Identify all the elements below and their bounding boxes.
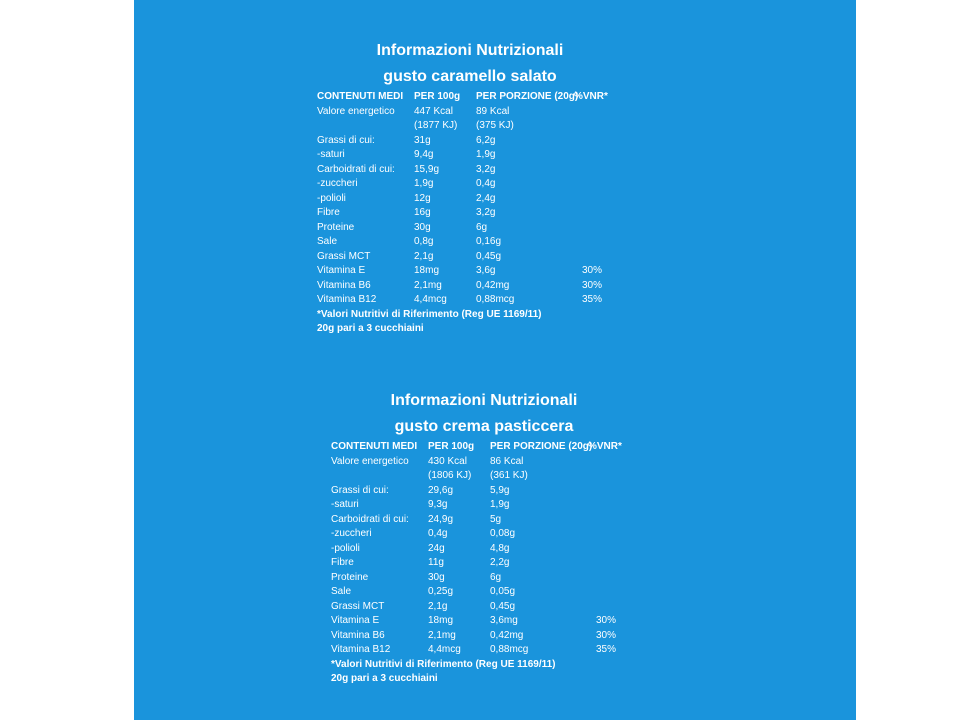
table-row [317,148,635,163]
table-cell: -zuccheri [331,528,372,539]
column-header: %VNR* [574,91,608,102]
table-cell: 0,88mcg [476,294,515,305]
vnr-value: 30% [595,629,616,641]
table-row [331,527,649,542]
table-cell-vnr [574,192,614,207]
table-row [331,571,649,586]
column-header: CONTENUTI MEDI [331,441,418,452]
table-cell: 3,6mg [490,615,518,626]
table-cell: 6g [476,221,488,233]
table-cell: Vitamina E [317,265,366,276]
column-header: PER PORZIONE (20g) [490,441,593,452]
table-cell-vnr [588,585,628,600]
table-cell: Carboidrati di cui: [331,513,409,525]
table-cell-vnr [574,119,614,134]
table-cell: 2,4g [476,192,496,204]
table-cell: 0,8g [414,236,434,247]
table-cell: 0,08g [490,528,516,539]
table-cell: 11g [428,557,444,568]
table-cell: 5,9g [490,484,510,496]
table-title: Informazioni Nutrizionali [376,42,564,59]
table-cell: (361 KJ) [490,470,528,481]
table-cell: 3,2g [476,207,496,218]
column-header: PER PORZIONE (20g) [476,91,579,102]
table-row [317,134,635,149]
table-cell: Vitamina B6 [331,629,385,641]
table-cell: 0,88mcg [490,644,529,655]
table-cell: Valore energetico [317,105,395,117]
footnote-vnr: *Valori Nutritivi di Riferimento (Reg UE 1169/11) [331,658,556,670]
vnr-value: 30% [581,265,602,276]
table-cell-vnr [588,571,628,586]
table-cell: 6g [490,571,502,583]
table-row [317,119,635,134]
table-cell: 24g [428,542,445,554]
table-row [317,235,635,250]
table-cell-vnr [588,498,628,513]
table-cell-vnr [588,455,628,470]
table-cell: 4,4mcg [414,294,447,305]
table-row [331,513,649,528]
table-cell: 0,4g [476,178,496,189]
table-cell: (375 KJ) [476,120,514,131]
table-header-row [331,440,649,455]
table-cell-vnr [574,235,614,250]
table-cell: -polioli [331,542,360,554]
table-cell: 0,45g [490,600,516,612]
table-subtitle: gusto crema pasticcera [394,418,574,435]
nutrition-table-crema [331,388,649,687]
table-cell: 2,1mg [414,279,442,291]
table-cell-vnr [588,614,628,629]
table-cell: Carboidrati di cui: [317,163,395,175]
table-cell: 86 Kcal [490,455,524,467]
table-cell: 3,2g [476,163,496,175]
vnr-value: 35% [595,644,616,655]
table-cell: Proteine [317,221,355,233]
table-cell: Vitamina B12 [317,294,377,305]
table-cell-vnr [588,527,628,542]
table-row [317,293,635,308]
footnote-portion: 20g pari a 3 cucchiaini [317,323,424,334]
table-cell [317,119,414,134]
table-cell: 2,1g [428,600,448,612]
table-row [331,614,649,629]
table-cell: 0,05g [490,586,516,597]
table-cell: 4,4mcg [428,644,461,655]
table-cell: Vitamina E [331,615,380,626]
table-cell: 15,9g [414,163,440,175]
table-cell: 18mg [414,265,440,276]
table-cell-vnr [574,264,614,279]
table-cell: Grassi di cui: [317,134,375,146]
table-cell-vnr [574,279,614,294]
table-row [331,556,649,571]
table-cell: (1806 KJ) [428,470,472,481]
table-cell: 9,3g [428,499,448,510]
table-cell-vnr [574,221,614,236]
table-row [331,469,649,484]
table-row [331,629,649,644]
table-cell: Grassi MCT [317,250,371,262]
table-cell [331,469,428,484]
table-cell-vnr [588,542,628,557]
table-cell: 0,25g [428,586,454,597]
table-row [317,206,635,221]
table-row [317,105,635,120]
table-cell: 30g [428,571,445,583]
column-header: PER 100g [428,441,475,452]
column-header: CONTENUTI MEDI [317,91,404,102]
table-row [331,600,649,615]
table-row [331,643,649,658]
table-row [331,585,649,600]
table-cell: 89 Kcal [476,105,510,117]
table-row [331,484,649,499]
table-cell: 447 Kcal [414,105,453,117]
table-cell: 0,45g [476,250,502,262]
table-cell-vnr [574,105,614,120]
vnr-value: 30% [595,615,616,626]
table-row [331,455,649,470]
table-cell: -zuccheri [317,178,358,189]
table-cell: Fibre [317,207,340,218]
table-cell: 3,6g [476,265,496,276]
table-cell: Proteine [331,571,369,583]
table-cell: (1877 KJ) [414,120,458,131]
table-cell-vnr [588,469,628,484]
table-cell: 24,9g [428,513,454,525]
vnr-value: 35% [581,294,602,305]
table-cell-vnr [574,250,614,265]
table-title: Informazioni Nutrizionali [390,392,578,409]
table-row [317,163,635,178]
table-cell: Valore energetico [331,455,409,467]
table-row [317,250,635,265]
table-cell: -saturi [331,499,359,510]
table-cell: Sale [331,586,352,597]
table-cell: 0,42mg [490,629,524,641]
table-cell-vnr [574,134,614,149]
table-cell: 0,16g [476,236,502,247]
table-cell: 430 Kcal [428,455,467,467]
column-header: %VNR* [588,441,622,452]
table-cell: 2,2g [490,557,510,568]
table-cell: -saturi [317,149,345,160]
table-cell: 29,6g [428,484,454,496]
table-cell: 2,1mg [428,629,456,641]
table-cell: 31g [414,134,431,146]
table-cell-vnr [588,600,628,615]
table-row [331,542,649,557]
table-subtitle: gusto caramello salato [383,68,557,85]
table-cell-vnr [574,206,614,221]
table-cell: Fibre [331,557,354,568]
table-row [317,279,635,294]
footnote-portion: 20g pari a 3 cucchiaini [331,673,438,684]
table-cell: 18mg [428,615,454,626]
nutrition-panel [134,0,856,720]
table-cell: 6,2g [476,134,496,146]
table-row [331,498,649,513]
table-cell: 1,9g [414,178,434,189]
table-row [317,264,635,279]
table-cell: Grassi MCT [331,600,385,612]
table-cell: 5g [490,513,502,525]
column-header: PER 100g [414,91,461,102]
table-row [317,177,635,192]
footnote-vnr: *Valori Nutritivi di Riferimento (Reg UE 1169/11) [317,308,542,320]
table-cell-vnr [574,177,614,192]
table-row [317,192,635,207]
table-cell: 2,1g [414,250,434,262]
table-cell: Grassi di cui: [331,484,389,496]
table-cell: Vitamina B12 [331,644,391,655]
table-cell: 1,9g [490,499,510,510]
table-cell-vnr [588,484,628,499]
table-cell: 12g [414,192,431,204]
table-cell: 1,9g [476,149,496,160]
table-cell: 0,4g [428,528,448,539]
table-cell: Vitamina B6 [317,279,371,291]
table-row [317,221,635,236]
table-cell-vnr [574,148,614,163]
nutrition-table-caramello [317,38,635,337]
table-cell: -polioli [317,192,346,204]
table-cell: 9,4g [414,149,434,160]
table-cell: 30g [414,221,431,233]
table-cell-vnr [588,629,628,644]
table-cell: 16g [414,207,431,218]
table-cell-vnr [588,513,628,528]
table-cell: 4,8g [490,542,510,554]
table-cell-vnr [588,556,628,571]
vnr-value: 30% [581,279,602,291]
table-cell: Sale [317,236,338,247]
table-header-row [317,90,635,105]
table-cell-vnr [574,163,614,178]
table-cell-vnr [588,643,628,658]
table-cell-vnr [574,293,614,308]
table-cell: 0,42mg [476,279,510,291]
